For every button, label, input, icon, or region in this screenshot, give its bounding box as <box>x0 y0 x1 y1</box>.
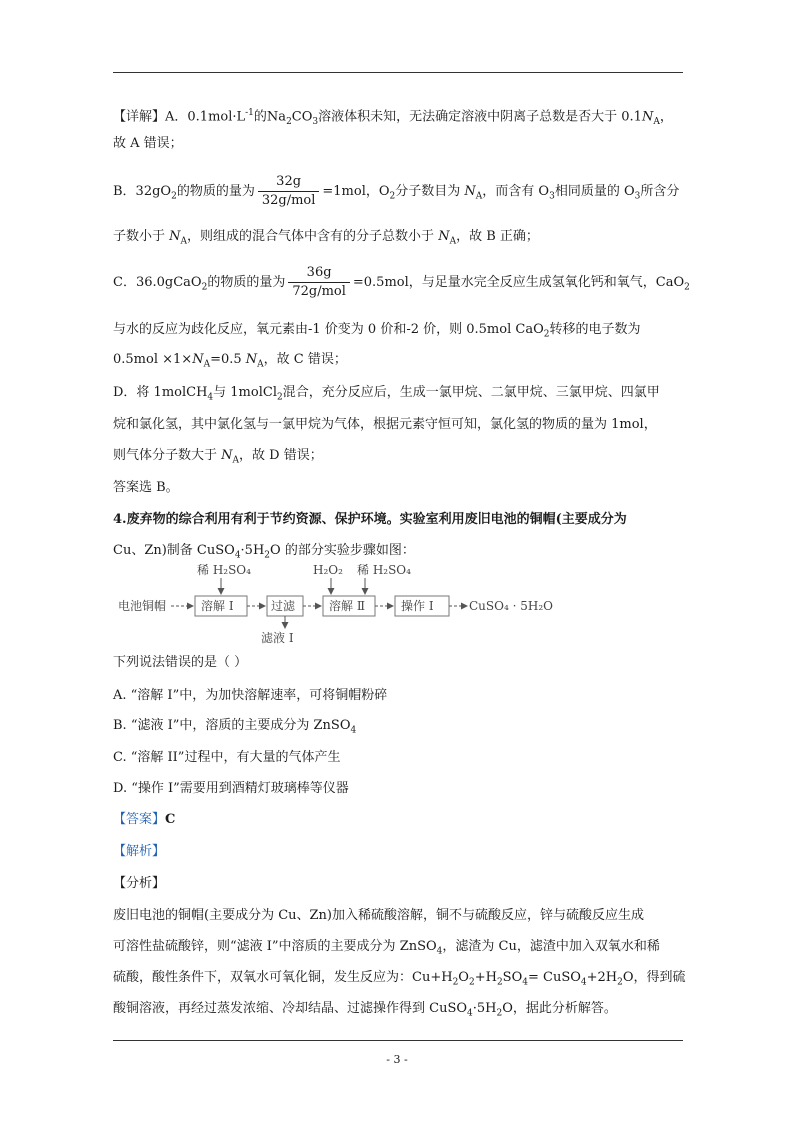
flow-start-label: 电池铜帽 <box>118 599 167 613</box>
q4-line1: 4.废弃物的综合利用有利于节约资源、保护环境。实验室利用废旧电池的铜帽(主要成分为 <box>113 512 627 527</box>
q4-analysis-line4: 酸铜溶液，再经过蒸发浓缩、冷却结晶、过滤操作得到 $CuSO_4\cdot 5H_2O$，据此分析解答。 <box>113 1001 617 1019</box>
answer-value: C <box>165 812 176 827</box>
flow-box-dissolve-2-label: 溶解 Ⅱ <box>329 599 365 613</box>
q4-fenxi-label: 【分析】 <box>113 876 166 891</box>
q4-line2: Cu、Zn)制备 $CuSO_4\cdot 5H_2O$ 的部分实验步骤如图： <box>113 543 415 561</box>
q4-option-a: A. “溶解 I”中，为加快溶解速率，可将铜帽粉碎 <box>113 688 388 703</box>
q4-option-d: D. “操作 I”需要用到酒精灯玻璃棒等仪器 <box>113 781 349 796</box>
detail-a-line1: 【详解】A．$0.1mol\cdot L^{-1}$的$Na_2CO_3$溶液体积未知，无法确定溶液中阴离子总数是否大于 $0.1N_A$， <box>113 108 673 127</box>
q4-analysis-line2: 可溶性盐硫酸锌，则“滤液 I”中溶质的主要成分为 ZnSO$_4$，滤渣为 Cu，滤渣中加入双氧水和稀 <box>113 939 660 957</box>
flow-box-operation-label: 操作 Ⅰ <box>401 599 434 613</box>
q4-analysis-line3: 硫酸，酸性条件下，双氧水可氧化铜，发生反应为：$Cu+H_2O_2+H_2SO_4=$ $CuSO_4+2H_2O$，得到硫 <box>113 970 686 988</box>
detail-d-line2: 烷和氯化氢，其中氯化氢与一氯甲烷为气体，根据元素守恒可知，氯化氢的物质的量为 1mol， <box>113 417 657 432</box>
answer-label: 【答案】 <box>113 812 166 827</box>
detail-c-line2: 与水的反应为歧化反应，氧元素由-1 价变为 0 价和-2 价，则 0.5mol CaO$_2$转移的电子数为 <box>113 322 641 340</box>
flow-box-dissolve-1-label: 溶解 Ⅰ <box>201 599 234 613</box>
flow-reagent-2: H₂O₂ <box>313 563 343 577</box>
footer-rule <box>113 1040 683 1041</box>
flow-reagent-1: 稀 H₂SO₄ <box>197 563 251 577</box>
q4-option-b: B. “滤液 I”中，溶质的主要成分为 ZnSO$_4$ <box>113 718 357 736</box>
q4-prompt: 下列说法错误的是（ ） <box>113 655 248 670</box>
detail-b-line1: B．$32gO_2$的物质的量为 $\frac{32g}{\text{32g/mol}}$ =1mol，$O_2$分子数目为 $N_A$，而含有 $O_3$相同质量的 $O_3$所含分 <box>113 174 680 208</box>
flow-filtrate-label: 滤液 Ⅰ <box>261 631 294 645</box>
q4-analysis-line1: 废旧电池的铜帽(主要成分为 Cu、Zn)加入稀硫酸溶解，铜不与硫酸反应，锌与硫酸反应生成 <box>113 908 645 923</box>
q4-analysis-label: 【解析】 <box>113 844 166 859</box>
detail-a-line2: 故 A 错误； <box>113 136 183 151</box>
flow-box-filter-label: 过滤 <box>271 599 296 613</box>
detail-d-line1: D．将 1molCH$_4$与 1molCl$_2$混合，充分反应后，生成一氯甲烷、二氯甲烷、三氯甲烷、四氯甲 <box>113 385 660 403</box>
flow-reagent-3: 稀 H₂SO₄ <box>357 563 411 577</box>
detail-c-line3: $0.5mol \times 1\times N_A=0.5$ $N_A$，故 C 错误； <box>113 352 347 370</box>
q4-answer <box>113 812 175 828</box>
flow-product-label: CuSO₄ · 5H₂O <box>469 599 553 613</box>
fraction-32g: $\frac{32g}{\text{32g/mol}}$ <box>258 173 320 210</box>
detail-b-line2: 子数小于 $N_A$，则组成的混合气体中含有的分子总数小于 $N_A$，故 B 正确； <box>113 229 539 247</box>
page-number: - 3 - <box>386 1053 408 1066</box>
detail-d-line3: 则气体分子数大于 $N_A$，故 D 错误； <box>113 448 323 466</box>
process-flow-diagram <box>113 560 573 646</box>
detail-answer: 答案选 B。 <box>113 480 179 495</box>
header-rule <box>113 72 683 73</box>
fraction-36g: $\frac{36g}{\text{72g/mol}}$ <box>288 264 350 301</box>
q4-option-c: C. “溶解 II”过程中，有大量的气体产生 <box>113 750 341 765</box>
detail-c-line1: C．36.0gCaO$_2$的物质的量为 $\frac{36g}{\text{72g/mol}}$ =0.5mol，与足量水完全反应生成氢氧化钙和氧气，CaO$_2$ <box>113 265 690 299</box>
